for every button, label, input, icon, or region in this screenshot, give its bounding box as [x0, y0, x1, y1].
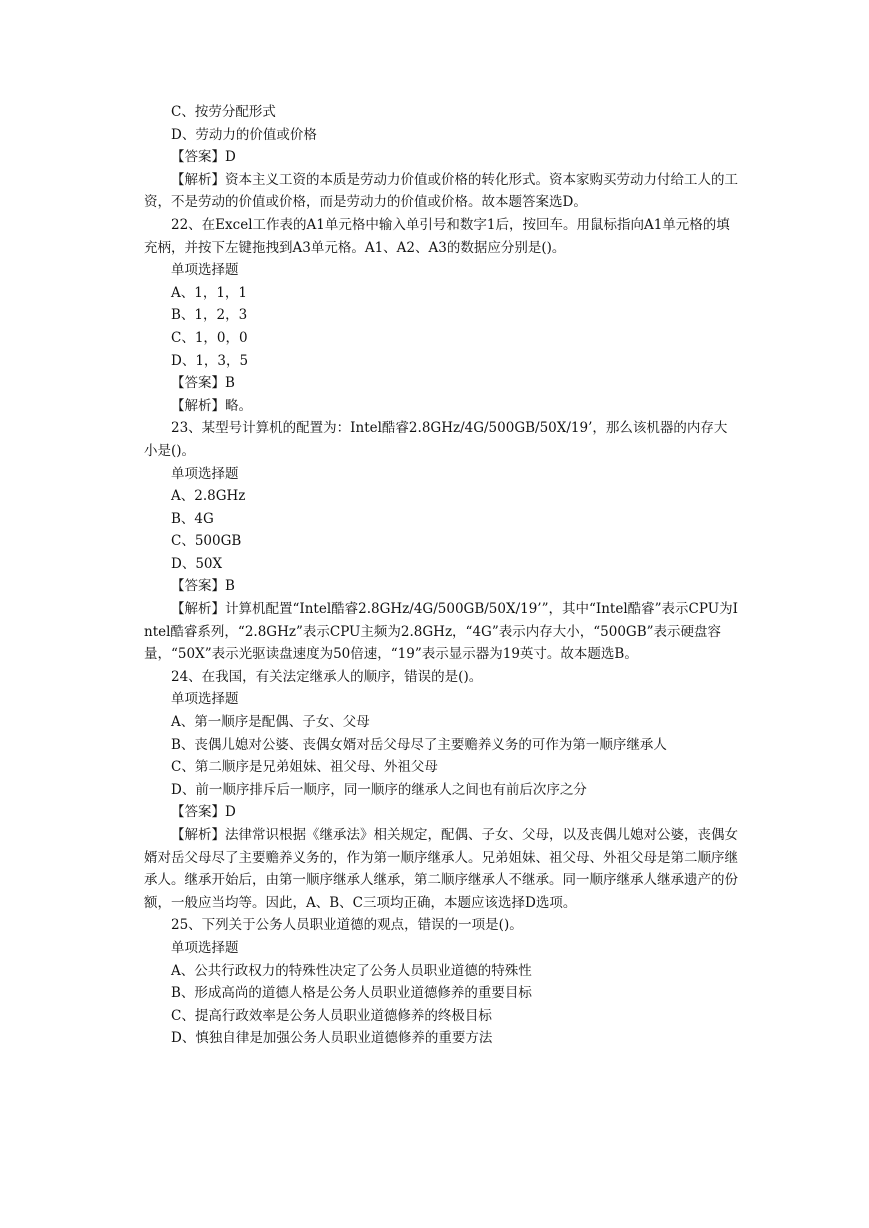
paragraph: D、前一顺序排斥后一顺序，同一顺序的继承人之间也有前后次序之分 [171, 781, 587, 798]
paragraph: C、1，0，0 [171, 329, 248, 346]
paragraph: D、慎独自律是加强公务人员职业道德修养的重要方法 [171, 1030, 493, 1047]
paragraph: 22、在Excel工作表的A1单元格中输入单引号和数字1后，按回车。用鼠标指向A1单元格的填充柄，并按下左键拖拽到A3单元格。A1、A2、A3的数据应分别是()。 [144, 216, 730, 256]
paragraph: C、第二顺序是兄弟姐妹、祖父母、外祖父母 [171, 759, 438, 776]
document-body [144, 101, 740, 1050]
paragraph: 25、下列关于公务人员职业道德的观点，错误的一项是()。 [171, 917, 523, 934]
paragraph: 【答案】B [171, 375, 235, 392]
paragraph: A、2.8GHz [171, 488, 246, 505]
paragraph: 单项选择题 [171, 691, 239, 708]
paragraph: A、公共行政权力的特殊性决定了公务人员职业道德的特殊性 [171, 962, 532, 979]
paragraph: B、丧偶儿媳对公婆、丧偶女婿对岳父母尽了主要赡养义务的可作为第一顺序继承人 [171, 736, 667, 753]
paragraph: 【答案】B [171, 578, 235, 595]
paragraph: 23、某型号计算机的配置为：Intel酷睿2.8GHz/4G/500GB/50X/19’，那么该机器的内存大小是()。 [144, 420, 728, 459]
paragraph: 单项选择题 [171, 939, 239, 956]
paragraph: 【答案】D [171, 149, 236, 166]
paragraph: 【解析】略。 [171, 397, 252, 414]
paragraph: A、第一顺序是配偶、子女、父母 [171, 714, 370, 731]
paragraph: 24、在我国，有关法定继承人的顺序，错误的是()。 [171, 668, 483, 685]
paragraph: 单项选择题 [171, 465, 239, 482]
paragraph: C、按劳分配形式 [171, 104, 276, 120]
paragraph: D、50X [171, 555, 223, 572]
paragraph: D、劳动力的价值或价格 [171, 126, 317, 143]
paragraph: B、形成高尚的道德人格是公务人员职业道德修养的重要目标 [171, 985, 532, 1002]
paragraph: A、1，1，1 [171, 284, 248, 301]
paragraph: C、提高行政效率是公务人员职业道德修养的终极目标 [171, 1007, 492, 1024]
paragraph: 【解析】计算机配置“Intel酷睿2.8GHz/4G/500GB/50X/19’”，其中“Intel酷睿”表示CPU为Intel酷睿系列，“2.8GHz”表示CPU主频为2.8GHz，“4G”表示内存大小，“500GB”表示硬盘容量，“50X”表示光驱读盘速度为50倍速，“19”表示显示器为19英寸。故本题选B。 [144, 601, 738, 663]
paragraph: 单项选择题 [171, 262, 239, 279]
paragraph: 【解析】法律常识根据《继承法》相关规定，配偶、子女、父母，以及丧偶儿媳对公婆，丧偶女婿对岳父母尽了主要赡养义务的，作为第一顺序继承人。兄弟姐妹、祖父母、外祖父母是第二顺序继承人。继承开始后，由第一顺序继承人继承，第二顺序继承人不继承。同一顺序继承人继承遗产的份额，一般应当均等。因此，A、B、C三项均正确，本题应该选择D选项。 [144, 827, 738, 911]
paragraph: B、4G [171, 510, 214, 527]
paragraph: C、500GB [171, 533, 242, 550]
paragraph: 【解析】资本主义工资的本质是劳动力价值或价格的转化形式。资本家购买劳动力付给工人的工资，不是劳动的价值或价格，而是劳动力的价值或价格。故本题答案选D。 [144, 171, 738, 211]
paragraph: D、1，3，5 [171, 352, 249, 369]
paragraph: 【答案】D [171, 804, 236, 821]
paragraph: B、1，2，3 [171, 307, 248, 324]
